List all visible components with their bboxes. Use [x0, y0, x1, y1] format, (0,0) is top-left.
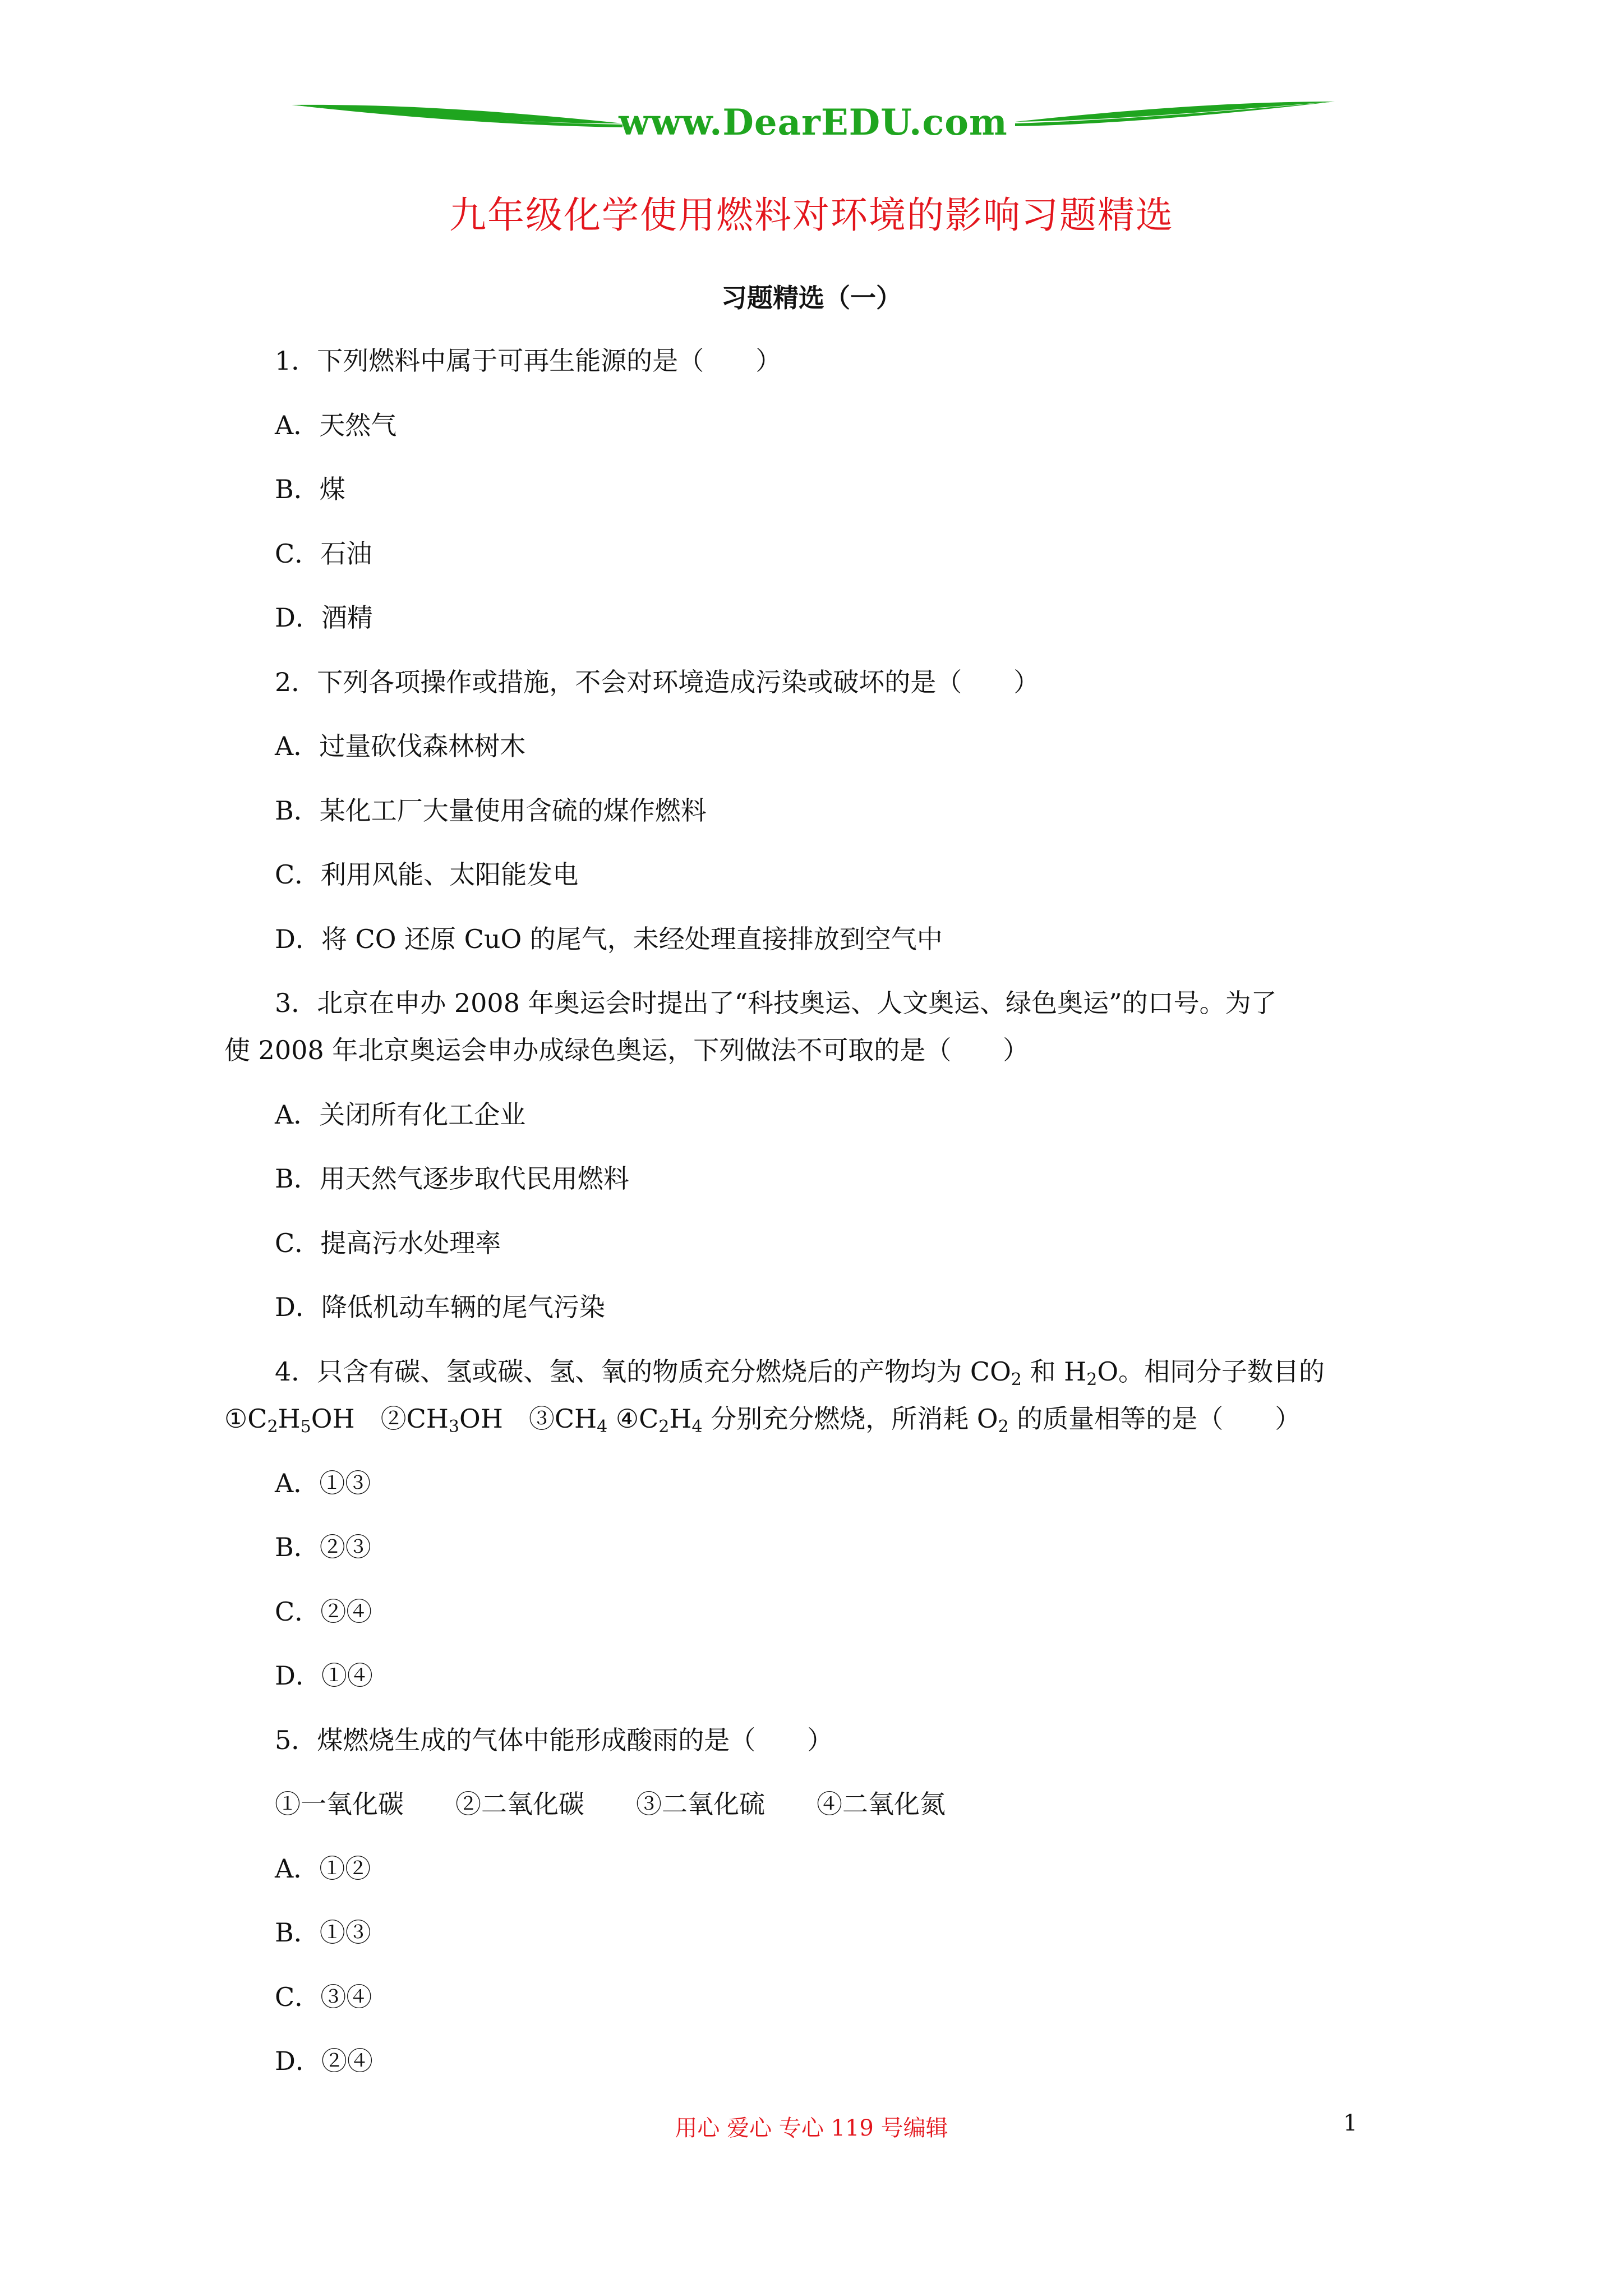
question-1-option-b: B．煤 — [275, 474, 345, 504]
question-4-option-c: C．②④ — [275, 1596, 372, 1627]
question-1-option-a: A．天然气 — [275, 410, 397, 440]
page-number: 1 — [1343, 2110, 1358, 2136]
question-3-stem-line-2: 使 2008 年北京奥运会申办成绿色奥运，下列做法不可取的是（ ） — [224, 1035, 1029, 1065]
question-1-option-c: C．石油 — [275, 539, 372, 569]
question-1-stem: 1．下列燃料中属于可再生能源的是（ ） — [275, 346, 782, 376]
site-banner — [292, 98, 1335, 149]
formula-ethanol: $①C_2H_5OH$ — [224, 1404, 355, 1437]
question-2-option-d: D．将 CO 还原 CuO 的尾气，未经处理直接排放到空气中 — [275, 924, 943, 954]
question-2-option-a: A．过量砍伐森林树木 — [275, 731, 526, 761]
question-3-option-c: C．提高污水处理率 — [275, 1228, 501, 1258]
question-2-option-c: C．利用风能、太阳能发电 — [275, 859, 579, 890]
question-5-option-b: B．①③ — [275, 1917, 371, 1948]
document-title: 九年级化学使用燃料对环境的影响习题精选 — [449, 194, 1174, 237]
question-3-option-a: A．关闭所有化工企业 — [275, 1099, 526, 1130]
formula-ethylene: $④C_2H_4$ — [615, 1404, 703, 1437]
question-5-option-c: C．③④ — [275, 1982, 372, 2012]
question-2-stem: 2．下列各项操作或措施，不会对环境造成污染或破坏的是（ ） — [275, 667, 1040, 697]
question-1-option-d: D．酒精 — [275, 602, 373, 633]
question-4-stem-line-2: $①C_2H_5OH$ $②CH_3OH$ $③CH_4$ $④C_2H_4$ 分别充分燃烧，所消耗 $O_2$ 的质量相等的是（ ） — [224, 1404, 1301, 1437]
question-5-option-a: A．①② — [275, 1853, 371, 1884]
page-footer: 用心 爱心 专心 119 号编辑 — [675, 2115, 948, 2141]
question-2-option-b: B．某化工厂大量使用含硫的煤作燃料 — [275, 795, 707, 826]
formula-methanol: $②CH_3OH$ — [380, 1404, 503, 1437]
question-3-option-d: D．降低机动车辆的尾气污染 — [275, 1292, 605, 1322]
question-3-stem-line-1: 3．北京在申办 2008 年奥运会时提出了“科技奥运、人文奥运、绿色奥运”的口号。为了 — [275, 988, 1277, 1018]
question-4-option-b: B．②③ — [275, 1532, 371, 1562]
formula-methane: $③CH_4$ — [528, 1404, 608, 1437]
question-4-option-a: A．①③ — [275, 1468, 371, 1498]
banner-text: www.DearEDU.com — [619, 102, 1008, 144]
section-heading: 习题精选（一） — [721, 283, 902, 313]
question-5-stem: 5．煤燃烧生成的气体中能形成酸雨的是（ ） — [275, 1725, 833, 1755]
question-4-option-d: D．①④ — [275, 1660, 373, 1691]
question-5-option-d: D．②④ — [275, 2046, 373, 2076]
question-4-stem-line-1: 4．只含有碳、氢或碳、氢、氧的物质充分燃烧后的产物均为 $CO_2$ 和 $H_2O$。相同分子数目的 — [275, 1356, 1325, 1389]
question-3-option-b: B．用天然气逐步取代民用燃料 — [275, 1163, 629, 1194]
question-5-choices: ①一氧化碳 ②二氧化碳 ③二氧化硫 ④二氧化氮 — [275, 1789, 946, 1819]
